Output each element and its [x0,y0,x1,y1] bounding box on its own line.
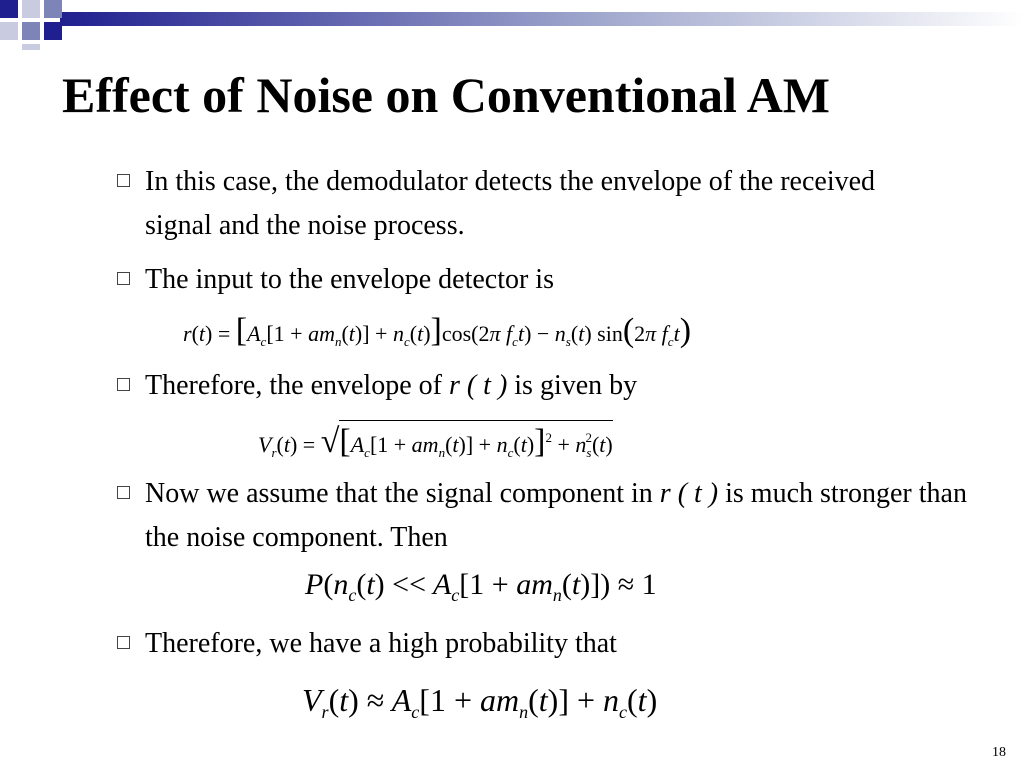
equation-envelope: $V_r(t) = √[A_c[1 + am_n(t)] + n_c(t)]^2 + n_s^2(t)$ [258,420,613,461]
bullet-marker-icon [117,272,130,285]
header-decoration [0,0,1024,50]
bullet-5 [117,622,917,666]
bullet-marker-icon [117,378,130,391]
bullet-text: The input to the envelope detector is [145,264,554,295]
bullet-text: Now we assume that the signal component in [145,478,660,509]
bullet-text: Therefore, we have a high probability that [145,628,617,659]
bullet-variable: r ( t ) [448,370,508,401]
slide-title: Effect of Noise on Conventional AM [62,67,830,123]
bullet-3 [117,364,917,408]
page-number: 18 [992,745,1006,760]
bullet-text: is given by [507,370,638,401]
bullet-text: In this case, the demodulator detects the envelope of the received signal and the noise process. [145,166,876,241]
bullet-1 [117,160,917,248]
equation-approximation: $V_r(t) \approx A_c[1 + am_n(t)] + n_c(t)$ [302,682,658,722]
bullet-text: is much stronger than the noise component. Then [145,478,967,553]
bullet-marker-icon [117,636,130,649]
bullet-marker-icon [117,486,130,499]
equation-received-signal: $r(t) = [A_c[1 + am_n(t)] + n_c(t)]\cos(2\pi$ $f_ct) - n_s(t)$ sin(2π $f_ct$) [183,312,692,349]
bullet-variable: r ( t ) [659,478,719,509]
bullet-2 [117,258,917,302]
bullet-text: Therefore, the envelope of [145,370,449,401]
bullet-4 [117,472,977,560]
bullet-marker-icon [117,174,130,187]
equation-probability: $P(n_c(t) << A_c[1 + am_n(t)]) \approx 1$ [305,568,657,605]
